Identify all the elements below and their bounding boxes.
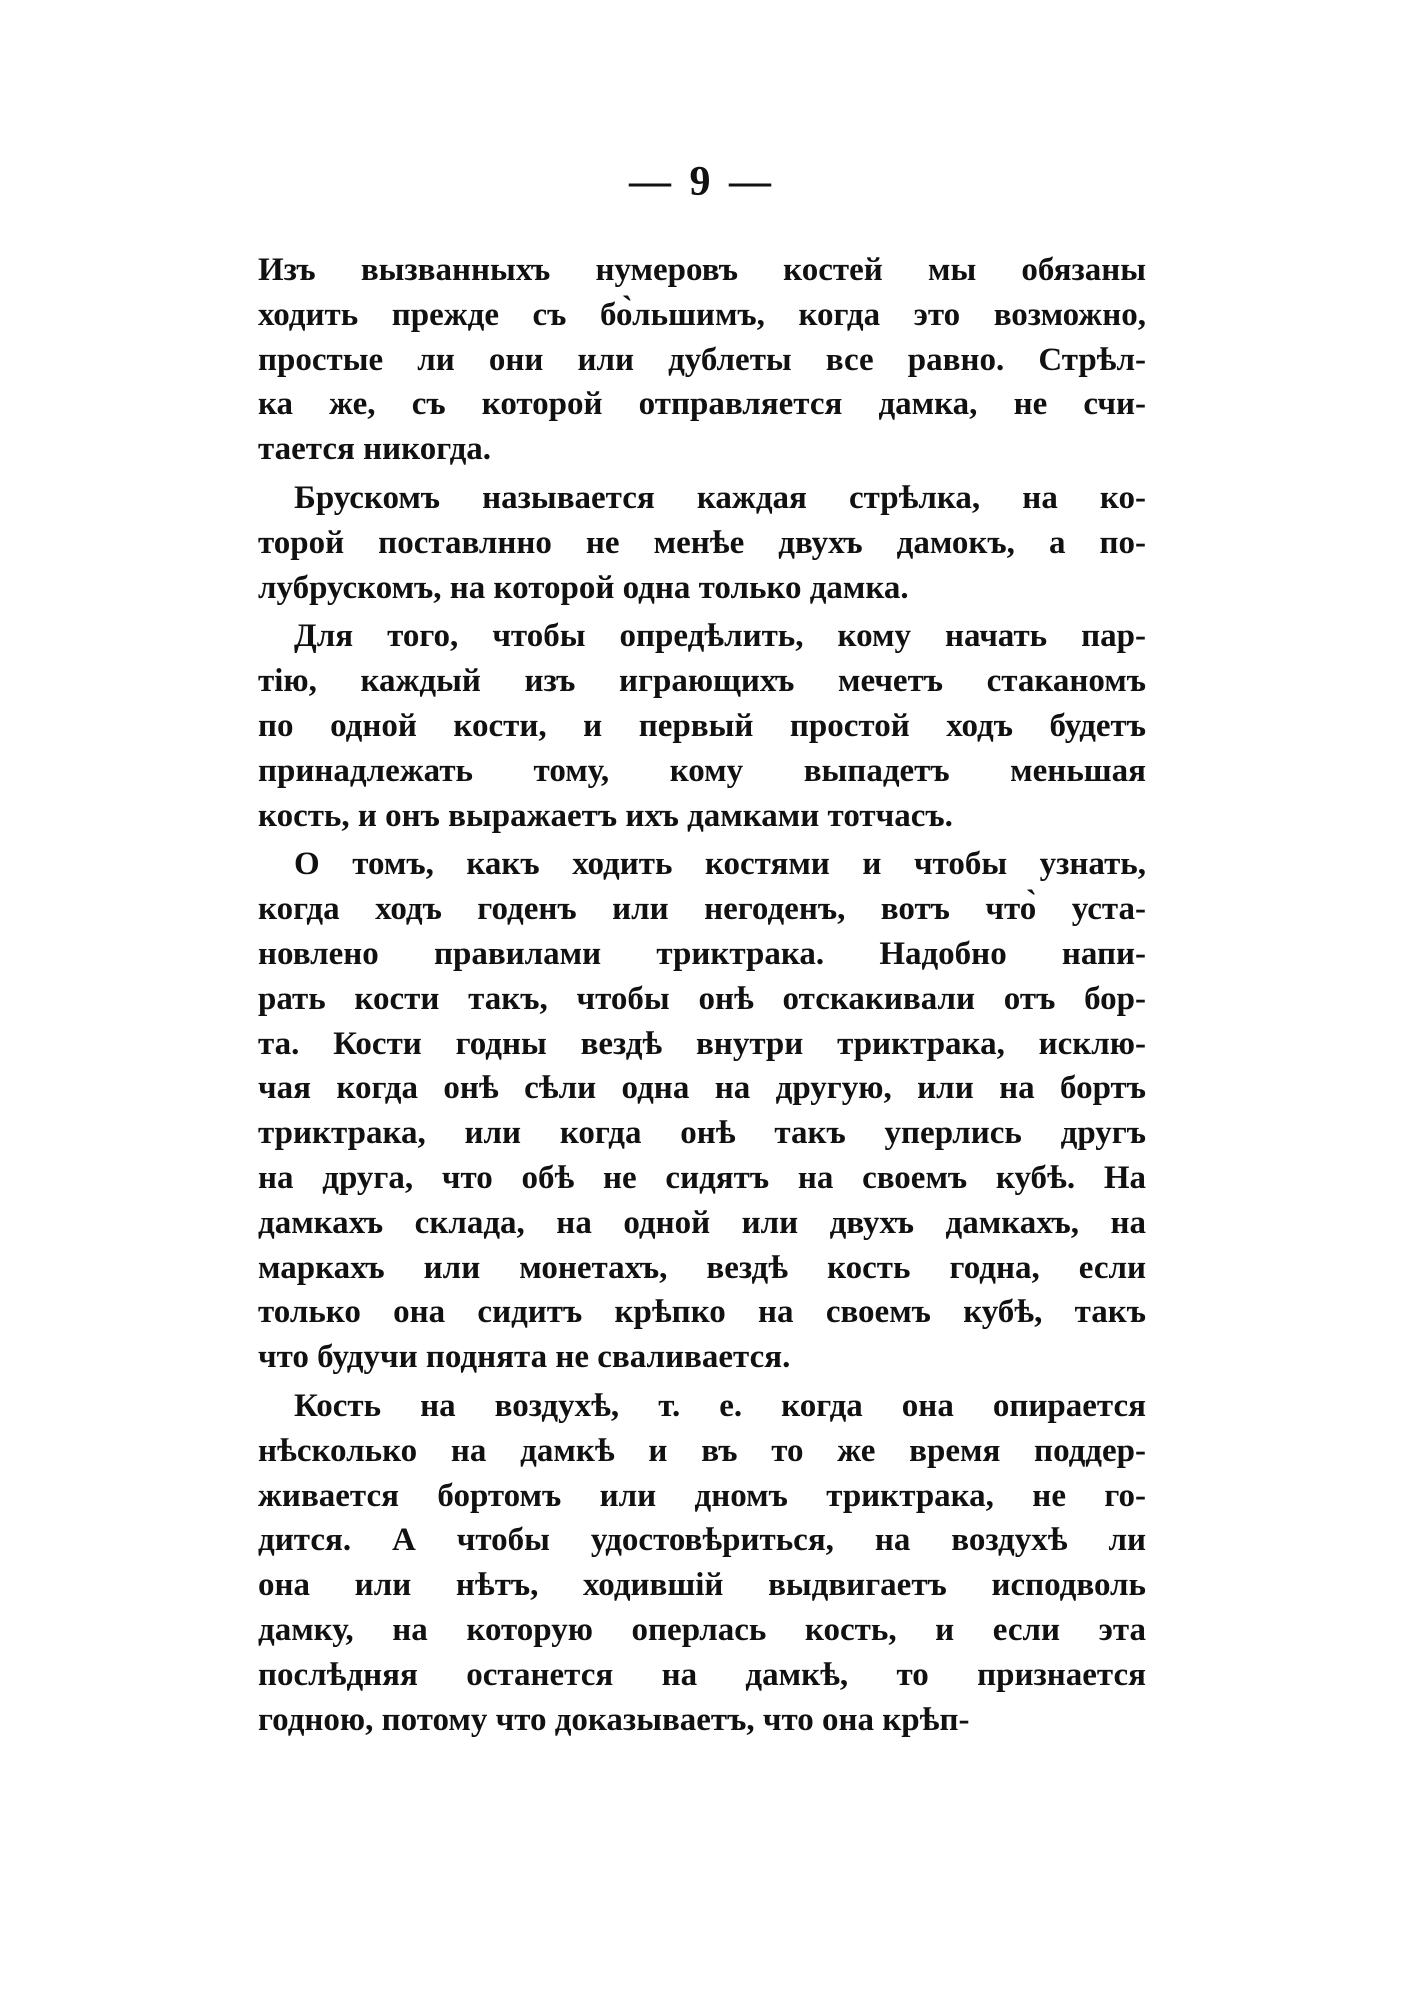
text-line: ходить прежде съ бо̀льшимъ, когда это возможно, xyxy=(258,296,1146,333)
page-number: — 9 — xyxy=(629,159,775,205)
text-line: принадлежать тому, кому выпадетъ меньшая xyxy=(258,752,1146,789)
text-line: маркахъ или монетахъ, вездѣ кость годна, если xyxy=(258,1249,1146,1286)
text-line: новлено правилами триктрака. Надобно напи- xyxy=(258,935,1146,972)
text-line: чая когда онѣ сѣли одна на другую, или на бортъ xyxy=(258,1070,1146,1107)
text-line: торой поставлнно не менѣе двухъ дамокъ, а по- xyxy=(258,524,1146,561)
text-line: нѣсколько на дамкѣ и въ то же время поддер- xyxy=(258,1432,1146,1469)
paragraph xyxy=(258,842,1146,1380)
text-line: рать кости такъ, чтобы онѣ отскакивали отъ бор- xyxy=(258,980,1146,1017)
text-line: дамкахъ склада, на одной или двухъ дамкахъ, на xyxy=(258,1204,1146,1241)
text-line: только она сидитъ крѣпко на своемъ кубѣ, такъ xyxy=(258,1294,1146,1331)
text-line: она или нѣтъ, ходившій выдвигаетъ исподволь xyxy=(258,1567,1146,1604)
text-line: послѣдняя останется на дамкѣ, то признается xyxy=(258,1656,1146,1693)
text-line: Для того, чтобы опредѣлить, кому начать пар- xyxy=(294,618,1146,655)
text-line: О томъ, какъ ходить костями и чтобы узнать, xyxy=(294,846,1146,883)
text-line: что будучи поднята не сваливается. xyxy=(258,1339,791,1376)
text-line: когда ходъ годенъ или негоденъ, вотъ что̀ уста- xyxy=(258,891,1146,928)
text-line: тается никогда. xyxy=(258,431,492,468)
text-line: дамку, на которую оперлась кость, и если эта xyxy=(258,1611,1146,1648)
text-line: простые ли они или дублеты все равно. Стрѣл- xyxy=(258,341,1146,378)
text-line: живается бортомъ или дномъ триктрака, не го- xyxy=(258,1477,1146,1514)
text-line: на друга, что обѣ не сидятъ на своемъ кубѣ. На xyxy=(258,1159,1146,1196)
paragraph xyxy=(258,248,1146,472)
text-line: кость, и онъ выражаетъ ихъ дамками тотчасъ. xyxy=(258,797,953,834)
paragraph xyxy=(258,476,1146,610)
text-line: Брускомъ называется каждая стрѣлка, на ко- xyxy=(294,479,1146,516)
text-line: Кость на воздухѣ, т. е. когда она опирается xyxy=(294,1387,1146,1424)
text-line: годною, потому что доказываетъ, что она крѣп- xyxy=(258,1701,970,1738)
text-line: ка же, съ которой отправляется дамка, не счи- xyxy=(258,386,1146,423)
text-line: тію, каждый изъ играющихъ мечетъ стаканомъ xyxy=(258,663,1146,700)
body-text xyxy=(258,248,1146,1746)
text-line: триктрака, или когда онѣ такъ уперлись другъ xyxy=(258,1115,1146,1152)
paragraph xyxy=(258,1384,1146,1742)
text-line: та. Кости годны вездѣ внутри триктрака, исклю- xyxy=(258,1025,1146,1062)
text-line: лубрускомъ, на которой одна только дамка. xyxy=(258,569,909,606)
text-line: дится. А чтобы удостовѣриться, на воздухѣ ли xyxy=(258,1522,1146,1559)
paragraph xyxy=(258,614,1146,838)
text-line: по одной кости, и первый простой ходъ будетъ xyxy=(258,707,1146,744)
text-line: Изъ вызванныхъ нумеровъ костей мы обязаны xyxy=(258,252,1146,288)
